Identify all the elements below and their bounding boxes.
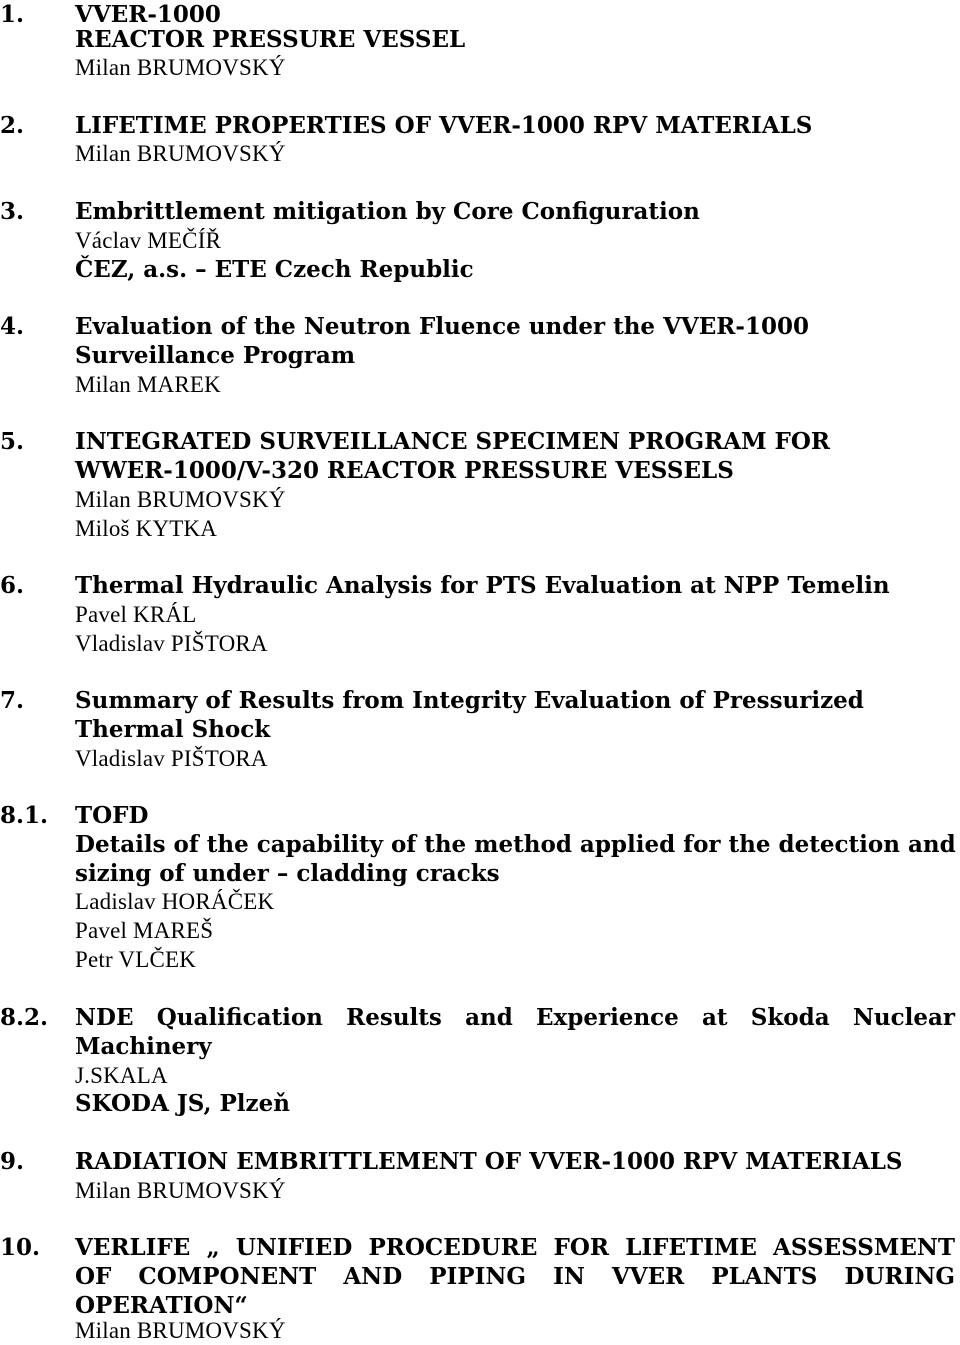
author-name: Petr VLČEK — [75, 947, 197, 972]
item-subtitle: REACTOR PRESSURE VESSEL — [75, 26, 466, 53]
author-name: Milan BRUMOVSKÝ — [75, 141, 286, 166]
item-title: VERLIFE „ UNIFIED PROCEDURE FOR LIFETIME ASSESSMENT — [75, 1234, 955, 1261]
item-title: Evaluation of the Neutron Fluence under the VVER-1000 — [75, 313, 809, 340]
item-title: Embrittlement mitigation by Core Configuration — [75, 198, 700, 225]
author-name: J.SKALA — [75, 1063, 168, 1088]
author-affiliation: SKODA JS, Plzeň — [75, 1090, 290, 1117]
item-number: 1. — [0, 1, 25, 28]
author-name: Milan BRUMOVSKÝ — [75, 1178, 286, 1203]
item-number: 5. — [0, 428, 25, 455]
item-number: 8.2. — [0, 1004, 49, 1031]
item-title-cont: OPERATION“ — [75, 1292, 248, 1319]
item-title: Thermal Hydraulic Analysis for PTS Evaluation at NPP Temelin — [75, 572, 890, 599]
author-name: Miloš KYTKA — [75, 516, 218, 541]
item-number: 7. — [0, 687, 25, 714]
author-name: Pavel MAREŠ — [75, 918, 214, 943]
item-title-cont: Surveillance Program — [75, 342, 356, 369]
item-title: Summary of Results from Integrity Evaluation of Pressurized — [75, 687, 864, 714]
item-number: 8.1. — [0, 802, 49, 829]
item-title-cont: sizing of under – cladding cracks — [75, 860, 500, 887]
item-title-cont: Machinery — [75, 1033, 212, 1060]
item-number: 9. — [0, 1148, 25, 1175]
author-name: Milan MAREK — [75, 372, 221, 397]
author-name: Milan BRUMOVSKÝ — [75, 55, 286, 80]
item-title: LIFETIME PROPERTIES OF VVER-1000 RPV MATERIALS — [75, 112, 813, 139]
item-number: 10. — [0, 1234, 41, 1261]
author-name: Ladislav HORÁČEK — [75, 889, 275, 914]
item-title: NDE Qualification Results and Experience at Skoda Nuclear — [75, 1004, 955, 1031]
item-title: TOFD — [75, 802, 149, 829]
item-number: 2. — [0, 112, 25, 139]
item-title: RADIATION EMBRITTLEMENT OF VVER-1000 RPV MATERIALS — [75, 1148, 903, 1175]
author-name: Václav MEČÍŘ — [75, 228, 222, 253]
item-number: 6. — [0, 572, 25, 599]
item-title-cont: Thermal Shock — [75, 716, 271, 743]
item-title-cont: WWER-1000/V-320 REACTOR PRESSURE VESSELS — [75, 457, 734, 484]
item-title: INTEGRATED SURVEILLANCE SPECIMEN PROGRAM FOR — [75, 428, 831, 455]
author-name: Milan BRUMOVSKÝ — [75, 487, 286, 512]
author-affiliation: ČEZ, a.s. – ETE Czech Republic — [75, 256, 474, 283]
author-name: Vladislav PIŠTORA — [75, 746, 268, 771]
item-title-cont: OF COMPONENT AND PIPING IN VVER PLANTS DURING — [75, 1263, 955, 1290]
item-number: 3. — [0, 198, 25, 225]
author-name: Milan BRUMOVSKÝ — [75, 1318, 286, 1343]
item-title-cont: Details of the capability of the method applied for the detection and — [75, 831, 956, 858]
item-title: VVER-1000 — [75, 1, 221, 28]
author-name: Pavel KRÁL — [75, 602, 197, 627]
author-name: Vladislav PIŠTORA — [75, 631, 268, 656]
item-number: 4. — [0, 313, 25, 340]
